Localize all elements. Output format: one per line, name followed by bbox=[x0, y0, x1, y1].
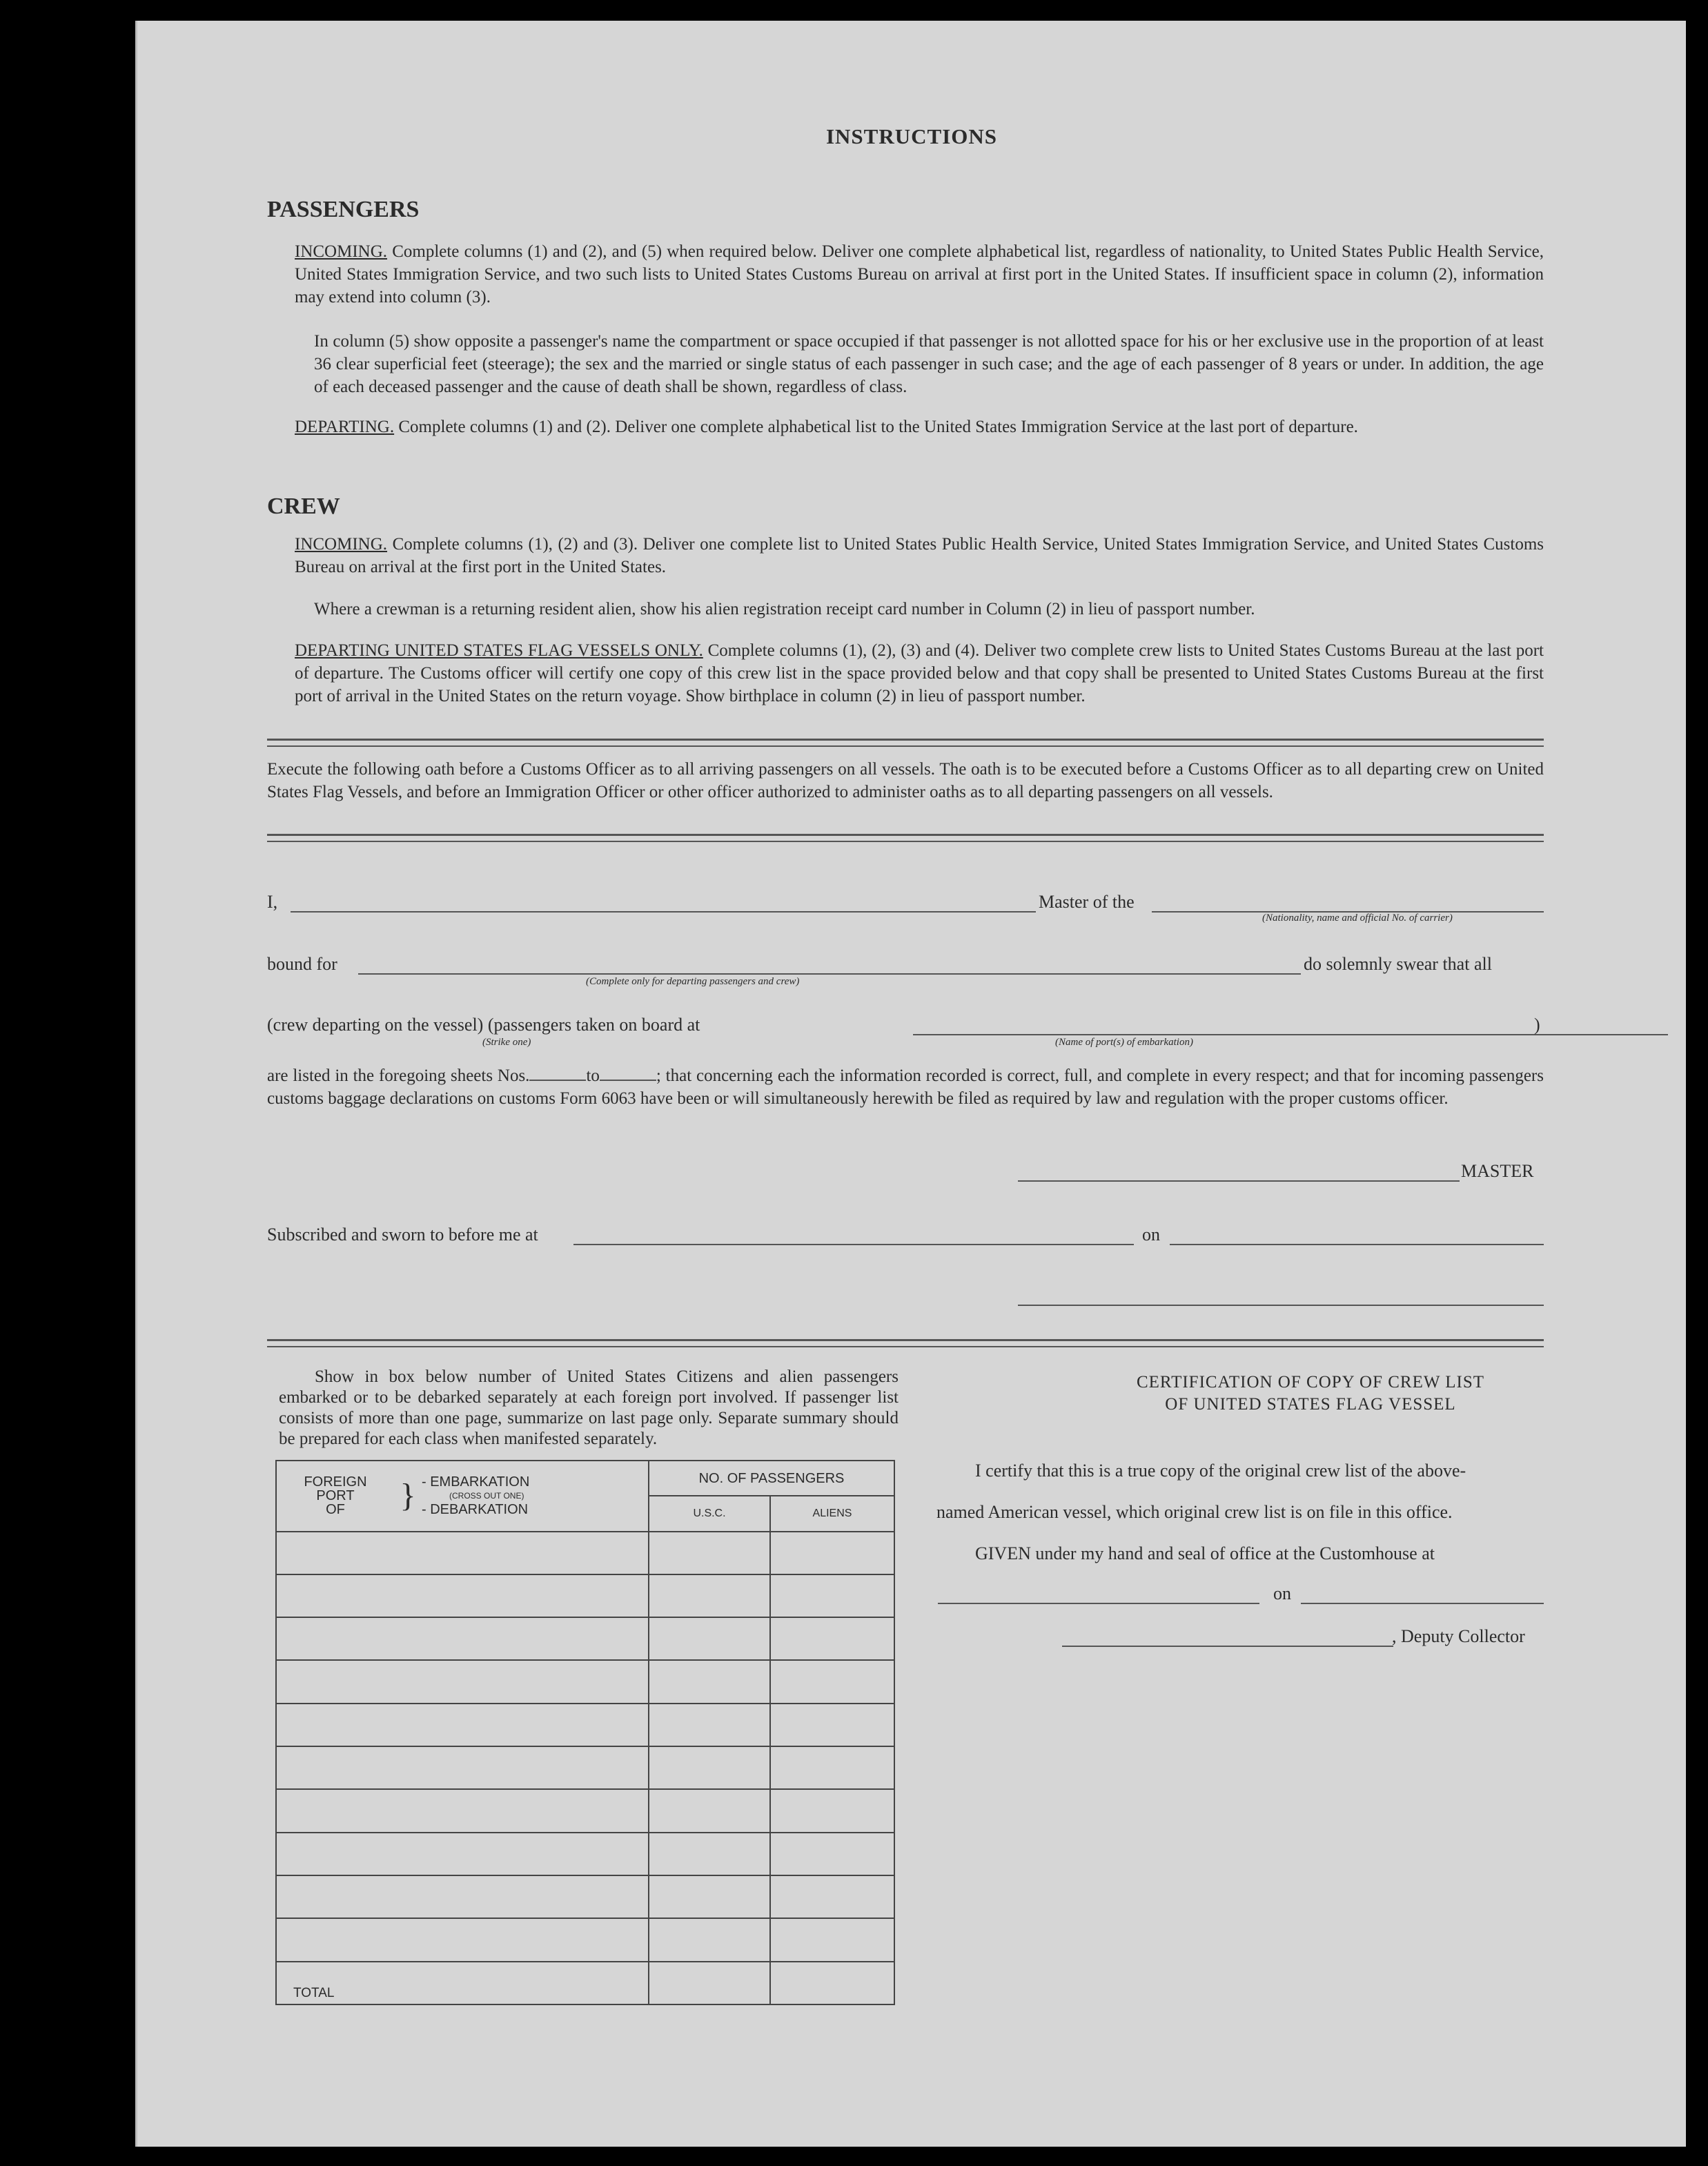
sheet-to-field[interactable] bbox=[600, 1080, 656, 1081]
certify-line-2: named American vessel, which original crew list is on file in this office. bbox=[936, 1502, 1453, 1522]
passengers-incoming-text: Complete columns (1) and (2), and (5) when required below. Deliver one complete alphabetical list, regardless of nationality, to United States Public Health Service, United States Immigration Service, and two such lists to United States Customs Bureau on arrival at first port in the United States. If insufficient space in column (2), information may extend into column (3). bbox=[295, 242, 1544, 306]
passengers-departing bbox=[295, 416, 1544, 438]
master-of-label: Master of the bbox=[1039, 892, 1135, 912]
divider bbox=[267, 1339, 1544, 1347]
subscribed-place-field[interactable] bbox=[573, 1244, 1134, 1245]
crew-incoming-text: Complete columns (1), (2) and (3). Deliver one complete list to United States Public Health Service, United States Immigration Service, and United States Customs Bureau on arrival at the first port in the United States. bbox=[295, 535, 1544, 576]
bound-hint: (Complete only for departing passengers and crew) bbox=[586, 976, 800, 987]
total-label: TOTAL bbox=[276, 1962, 649, 2004]
aliens-header: ALIENS bbox=[770, 1496, 894, 1531]
crew-resident: Where a crewman is a returning resident alien, show his alien registration receipt card number in Column (2) in lieu of passport number. bbox=[314, 600, 1255, 618]
passengers-departing-label: DEPARTING. bbox=[295, 418, 395, 436]
usc-cell[interactable] bbox=[649, 1918, 770, 1961]
usc-cell[interactable] bbox=[649, 1746, 770, 1789]
aliens-cell[interactable] bbox=[770, 1660, 894, 1703]
aliens-cell[interactable] bbox=[770, 1746, 894, 1789]
port-cell[interactable] bbox=[276, 1918, 649, 1961]
crew-departing-label: (crew departing on the vessel) (passengers taken on board at bbox=[267, 1015, 700, 1035]
usc-cell[interactable] bbox=[649, 1660, 770, 1703]
debarkation-label: - DEBARKATION bbox=[422, 1502, 529, 1518]
of-label: OF bbox=[326, 1502, 345, 1518]
usc-total-cell[interactable] bbox=[649, 1962, 770, 2004]
bound-for-label: bound for bbox=[267, 954, 337, 974]
divider bbox=[267, 739, 1544, 747]
usc-cell[interactable] bbox=[649, 1833, 770, 1875]
passengers-heading: PASSENGERS bbox=[267, 197, 420, 222]
oath-i-label: I, bbox=[267, 892, 278, 912]
port-cell[interactable] bbox=[276, 1532, 649, 1574]
strike-one-hint: (Strike one) bbox=[482, 1037, 531, 1048]
aliens-total-cell[interactable] bbox=[770, 1962, 894, 2004]
deputy-signature-field[interactable] bbox=[1062, 1646, 1393, 1647]
aliens-cell[interactable] bbox=[770, 1574, 894, 1617]
port-cell[interactable] bbox=[276, 1746, 649, 1789]
usc-header: U.S.C. bbox=[649, 1496, 770, 1531]
brace-icon: } bbox=[400, 1477, 416, 1514]
port-cell[interactable] bbox=[276, 1704, 649, 1746]
certification-heading-2: OF UNITED STATES FLAG VESSEL bbox=[1165, 1395, 1456, 1414]
oath-intro: Execute the following oath before a Customs Officer as to all arriving passengers on all vessels. The oath is to be executed before a Customs Officer as to all departing crew on United States Flag Vessels, and before an Immigration Officer or other officer authorized to administer oaths as to all departing passengers on all vessels. bbox=[267, 760, 1544, 801]
certification-heading-1: CERTIFICATION OF COPY OF CREW LIST bbox=[1136, 1373, 1485, 1392]
aliens-cell[interactable] bbox=[770, 1704, 894, 1746]
officer-signature-field[interactable] bbox=[1018, 1305, 1544, 1306]
port-header-cell bbox=[276, 1461, 649, 1532]
customhouse-field[interactable] bbox=[938, 1603, 1259, 1604]
crew-incoming bbox=[295, 533, 1544, 578]
document-page bbox=[135, 21, 1686, 2147]
passengers-departing-text: Complete columns (1) and (2). Deliver one complete alphabetical list to the United States Immigration Service at the last port of departure. bbox=[398, 418, 1358, 436]
summary-instructions: Show in box below number of United States Citizens and alien passengers embarked or to be debarked separately at each foreign port involved. If passenger list consists of more than one page, summarize on last page only. Separate summary should be prepared for each class when manifested separately. bbox=[279, 1367, 899, 1448]
certify-line-1: I certify that this is a true copy of the original crew list of the above- bbox=[975, 1461, 1466, 1481]
embarkation-port-field[interactable] bbox=[913, 1034, 1668, 1035]
page-title: INSTRUCTIONS bbox=[825, 124, 997, 148]
passengers-column5: In column (5) show opposite a passenger's name the compartment or space occupied if that passenger is not allotted space for his or her exclusive use in the proportion of at least 36 clear superficial feet (steerage); the sex and the married or single status of each passenger in such case; and the age of each passenger of 8 years or under. In addition, the age of each deceased passenger and the cause of death shall be shown, regardless of class. bbox=[314, 332, 1544, 396]
crew-incoming-label: INCOMING. bbox=[295, 535, 388, 554]
certification-date-field[interactable] bbox=[1301, 1603, 1544, 1604]
port-cell[interactable] bbox=[276, 1660, 649, 1703]
port-cell[interactable] bbox=[276, 1574, 649, 1617]
deputy-collector-label: , Deputy Collector bbox=[1392, 1626, 1525, 1646]
usc-cell[interactable] bbox=[649, 1574, 770, 1617]
subscribed-date-field[interactable] bbox=[1170, 1244, 1544, 1245]
port-cell[interactable] bbox=[276, 1617, 649, 1660]
usc-cell[interactable] bbox=[649, 1875, 770, 1918]
nationality-hint: (Nationality, name and official No. of carrier) bbox=[1262, 913, 1453, 924]
listed-prefix: are listed in the foregoing sheets Nos. bbox=[267, 1066, 530, 1085]
embarkation-label: - EMBARKATION bbox=[422, 1474, 530, 1490]
divider bbox=[267, 834, 1544, 842]
no-passengers-header: NO. OF PASSENGERS bbox=[649, 1461, 894, 1496]
master-signature-field[interactable] bbox=[1018, 1180, 1460, 1182]
aliens-cell[interactable] bbox=[770, 1532, 894, 1574]
port-hint: (Name of port(s) of embarkation) bbox=[1055, 1037, 1193, 1048]
port-label: PORT bbox=[316, 1488, 355, 1504]
listed-text: ; that concerning each the information recorded is correct, full, and complete in every respect; and that for incoming passengers customs baggage declarations on customs Form 6063 have been or will simultaneously herewith be filed as required by law and regulation with the proper customs officer. bbox=[267, 1066, 1544, 1108]
close-paren: ) bbox=[1534, 1015, 1540, 1035]
swear-label: do solemnly swear that all bbox=[1304, 954, 1492, 974]
aliens-cell[interactable] bbox=[770, 1833, 894, 1875]
sheet-from-field[interactable] bbox=[529, 1080, 586, 1081]
usc-cell[interactable] bbox=[649, 1617, 770, 1660]
crew-departing bbox=[295, 639, 1544, 708]
listed-paragraph bbox=[267, 1064, 1544, 1110]
master-name-field[interactable] bbox=[291, 911, 1036, 913]
port-cell[interactable] bbox=[276, 1789, 649, 1832]
to-label: to bbox=[586, 1066, 600, 1085]
cross-out-label: (CROSS OUT ONE) bbox=[449, 1491, 524, 1501]
crew-departing-label: DEPARTING UNITED STATES FLAG VESSELS ONLY. bbox=[295, 641, 703, 660]
subscribed-label: Subscribed and sworn to before me at bbox=[267, 1225, 538, 1245]
usc-cell[interactable] bbox=[649, 1704, 770, 1746]
aliens-cell[interactable] bbox=[770, 1789, 894, 1832]
crew-heading: CREW bbox=[267, 494, 340, 519]
aliens-cell[interactable] bbox=[770, 1875, 894, 1918]
foreign-label: FOREIGN bbox=[304, 1474, 367, 1490]
given-line: GIVEN under my hand and seal of office at the Customhouse at bbox=[975, 1543, 1435, 1563]
usc-cell[interactable] bbox=[649, 1789, 770, 1832]
aliens-cell[interactable] bbox=[770, 1918, 894, 1961]
port-cell[interactable] bbox=[276, 1833, 649, 1875]
aliens-cell[interactable] bbox=[770, 1617, 894, 1660]
certification-on-label: on bbox=[1273, 1583, 1291, 1603]
crew-departing-text: Complete columns (1), (2), (3) and (4). Deliver two complete crew lists to United States Customs Bureau at the last port of departure. The Customs officer will certify one copy of this crew list in the space provided below and that copy shall be presented to United States Customs Bureau at the first port of arrival in the United States on the return voyage. Show birthplace in column (2) in lieu of passport number. bbox=[295, 641, 1544, 705]
usc-cell[interactable] bbox=[649, 1532, 770, 1574]
passenger-summary-table bbox=[275, 1460, 895, 2005]
bound-for-field[interactable] bbox=[358, 973, 1301, 975]
passengers-incoming bbox=[295, 240, 1544, 309]
port-cell[interactable] bbox=[276, 1875, 649, 1918]
subscribed-on-label: on bbox=[1142, 1225, 1160, 1245]
master-signature-label: MASTER bbox=[1461, 1161, 1534, 1181]
passengers-incoming-label: INCOMING. bbox=[295, 242, 388, 261]
